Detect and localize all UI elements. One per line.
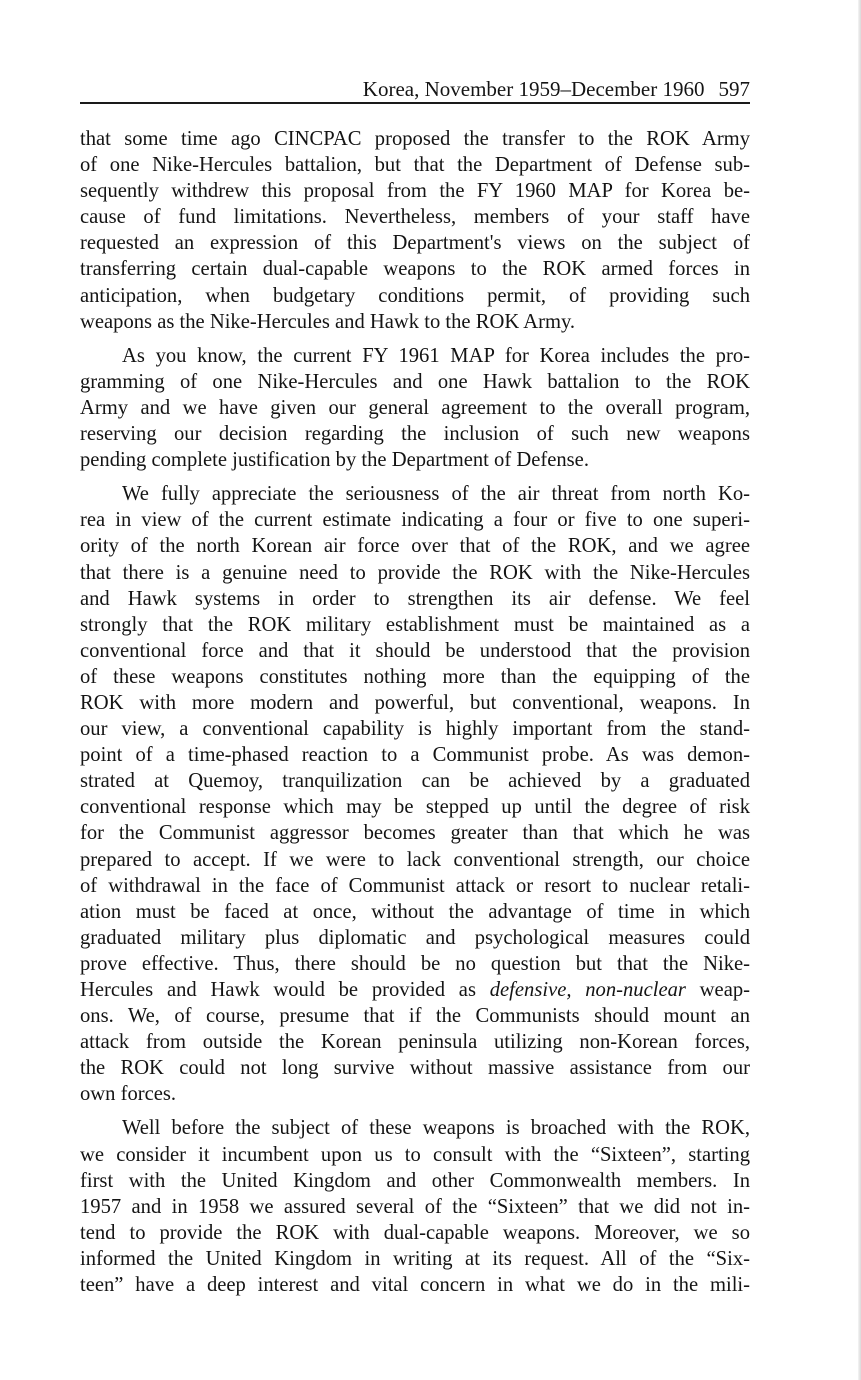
text-line: transferring certain dual-capable weapons to the ROK armed forces in — [80, 258, 750, 281]
text-line: ority of the north Korean air force over that of the ROK, and we agree — [80, 535, 750, 558]
text-line: point of a time-phased reaction to a Communist probe. As was demon- — [80, 744, 750, 767]
text-line: teen” have a deep interest and vital concern in what we do in the mili- — [80, 1274, 750, 1297]
text-line: sequently withdrew this proposal from the FY 1960 MAP for Korea be- — [80, 180, 750, 203]
text-line: anticipation, when budgetary conditions permit, of providing such — [80, 284, 750, 307]
text-line: 1957 and in 1958 we assured several of the “Sixteen” that we did not in- — [80, 1195, 750, 1218]
text-segment: Hercules and Hawk would be provided as — [80, 979, 490, 1001]
text-line: the ROK could not long survive without massive assistance from our — [80, 1057, 750, 1080]
text-line: prepared to accept. If we were to lack conventional strength, our choice — [80, 848, 750, 871]
text-line: ons. We, of course, presume that if the Communists should mount an — [80, 1005, 750, 1028]
header-rule — [80, 102, 750, 104]
text-line: rea in view of the current estimate indicating a four or five to one superi- — [80, 509, 750, 532]
text-line: of these weapons constitutes nothing more than the equipping of the — [80, 665, 750, 688]
text-line: As you know, the current FY 1961 MAP for Korea includes the pro- — [122, 344, 750, 367]
text-line: attack from outside the Korean peninsula utilizing non-Korean forces, — [80, 1031, 750, 1054]
text-line: strated at Quemoy, tranquilization can be achieved by a graduated — [80, 770, 750, 793]
text-line: that there is a genuine need to provide the ROK with the Nike-Hercules — [80, 561, 750, 584]
text-line: pending complete justification by the Department of Defense. — [80, 449, 589, 472]
text-line: prove effective. Thus, there should be no question but that the Nike- — [80, 952, 750, 975]
page-number: 597 — [718, 77, 750, 101]
text-line: our view, a conventional capability is highly important from the stand- — [80, 718, 750, 741]
text-line: conventional force and that it should be understood that the provision — [80, 639, 750, 662]
text-segment: weap- — [685, 979, 750, 1001]
text-line: conventional response which may be stepped up until the degree of risk — [80, 796, 750, 819]
text-line: of one Nike-Hercules battalion, but that the Department of Defense sub- — [80, 154, 750, 177]
text-line: tend to provide the ROK with dual-capable weapons. Moreover, we so — [80, 1221, 750, 1244]
italic-phrase: defensive, non-nuclear — [489, 979, 686, 1001]
running-header — [80, 76, 750, 102]
text-line: ROK with more modern and powerful, but conventional, weapons. In — [80, 691, 750, 714]
paragraph-1 — [80, 126, 750, 335]
text-line: we consider it incumbent upon us to consult with the “Sixteen”, starting — [80, 1143, 750, 1166]
text-line: Army and we have given our general agreement to the overall program, — [80, 396, 750, 419]
text-line: own forces. — [80, 1083, 177, 1106]
text-line: requested an expression of this Department's views on the subject of — [80, 232, 750, 255]
text-line: of withdrawal in the face of Communist attack or resort to nuclear retali- — [80, 874, 750, 897]
text-line: reserving our decision regarding the inclusion of such new weapons — [80, 423, 750, 446]
text-line: ation must be faced at once, without the advantage of time in which — [80, 900, 750, 923]
text-line: for the Communist aggressor becomes greater than that which he was — [80, 822, 750, 845]
text-line: strongly that the ROK military establishment must be maintained as a — [80, 613, 750, 636]
text-line: informed the United Kingdom in writing at its request. All of the “Six- — [80, 1247, 750, 1270]
text-line: We fully appreciate the seriousness of the air threat from north Ko- — [122, 483, 750, 506]
paragraph-4 — [80, 1115, 750, 1298]
text-line: graduated military plus diplomatic and psychological measures could — [80, 926, 750, 949]
text-line: weapons as the Nike-Hercules and Hawk to the ROK Army. — [80, 310, 576, 333]
text-line: and Hawk systems in order to strengthen its air defense. We feel — [80, 587, 750, 610]
text-line: first with the United Kingdom and other Commonwealth members. In — [80, 1169, 750, 1192]
text-line: that some time ago CINCPAC proposed the transfer to the ROK Army — [80, 128, 750, 150]
text-line: gramming of one Nike-Hercules and one Hawk battalion to the ROK — [80, 370, 750, 393]
running-title: Korea, November 1959–December 1960 — [362, 77, 705, 101]
text-line: Well before the subject of these weapons is broached with the ROK, — [122, 1117, 750, 1140]
text-line-with-italic — [80, 977, 750, 1003]
body-text — [80, 126, 750, 1306]
text-line: cause of fund limitations. Nevertheless, members of your staff have — [80, 206, 750, 229]
paragraph-3 — [80, 481, 750, 1107]
paragraph-2 — [80, 343, 750, 473]
